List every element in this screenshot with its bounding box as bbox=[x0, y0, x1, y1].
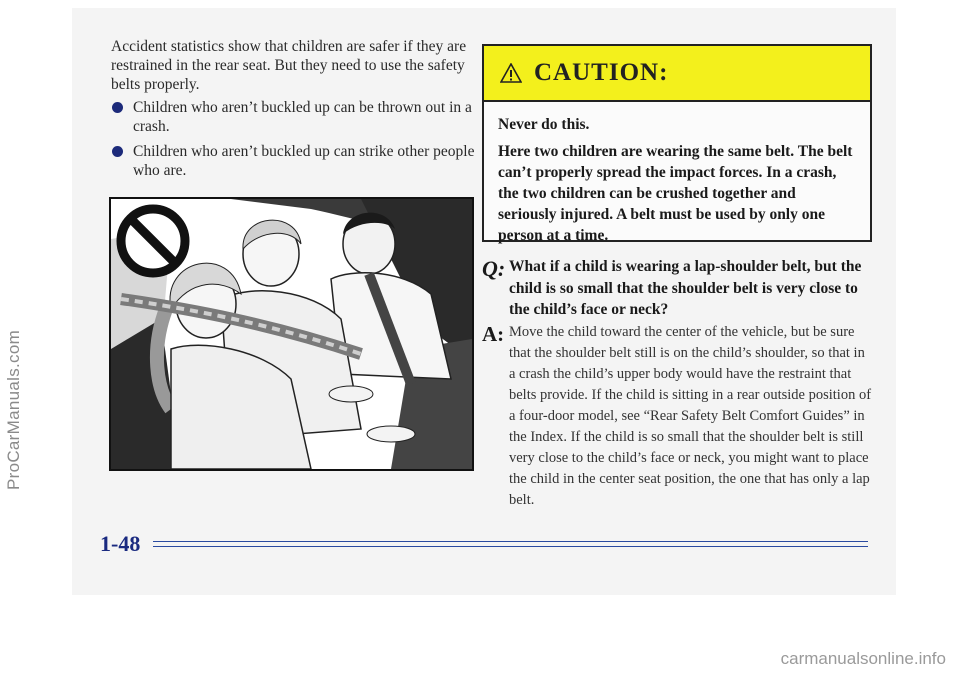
side-watermark: ProCarManuals.com bbox=[4, 329, 23, 491]
bullet-item bbox=[111, 98, 481, 136]
bullet-list bbox=[111, 98, 481, 186]
bullet-item bbox=[111, 142, 481, 180]
caution-line-1: Never do this. bbox=[498, 116, 590, 133]
question-text: What if a child is wearing a lap-shoulder belt, but the child is so small that the shoulder belt is very close to the child’s face or neck? bbox=[509, 258, 862, 318]
question-block bbox=[482, 256, 872, 321]
bullet-text: Children who aren’t buckled up can be thrown out in a crash. bbox=[133, 99, 472, 135]
answer-text: Move the child toward the center of the vehicle, but be sure that the shoulder belt still is on the child’s shoulder, so that in a crash the child’s upper body would have the restraint that belts provide. If the child is sitting in a rear outside position of a four-door model, see “Rear Safety Belt Comfort Guides” in the Index. If the child is so small that the shoulder belt is still very close to the child’s face or neck, you might want to place the child in the center seat position, the one that has only a lap belt. bbox=[509, 324, 872, 508]
caution-line-2: Here two children are wearing the same belt. The belt can’t properly spread the impact forces. In a crash, the two children can be crushed together and seriously injured. A belt must be used by only one person at a time. bbox=[498, 143, 853, 244]
answer-mark-label: A: bbox=[482, 322, 505, 346]
page-number: 1-48 bbox=[100, 531, 141, 556]
bullet-icon bbox=[112, 146, 123, 157]
warning-triangle-icon bbox=[500, 63, 522, 83]
caution-body bbox=[484, 102, 870, 246]
bottom-watermark: carmanualsonline.info bbox=[780, 649, 946, 668]
bullet-text: Children who aren’t buckled up can strike other people who are. bbox=[133, 143, 475, 179]
caution-header bbox=[484, 46, 870, 102]
answer-block bbox=[482, 322, 872, 511]
caution-title: CAUTION: bbox=[534, 59, 669, 86]
intro-paragraph bbox=[111, 37, 481, 94]
caution-box bbox=[482, 44, 872, 242]
intro-text: Accident statistics show that children are safer if they are restrained in the rear seat. But they need to use the safety belts properly. bbox=[111, 38, 467, 93]
prohibition-icon bbox=[121, 209, 185, 273]
children-sharing-belt-illustration bbox=[109, 197, 474, 471]
question-mark-label: Q: bbox=[482, 256, 506, 281]
footer-rule bbox=[153, 541, 868, 547]
illustration-drawing bbox=[111, 199, 472, 469]
bullet-icon bbox=[112, 102, 123, 113]
